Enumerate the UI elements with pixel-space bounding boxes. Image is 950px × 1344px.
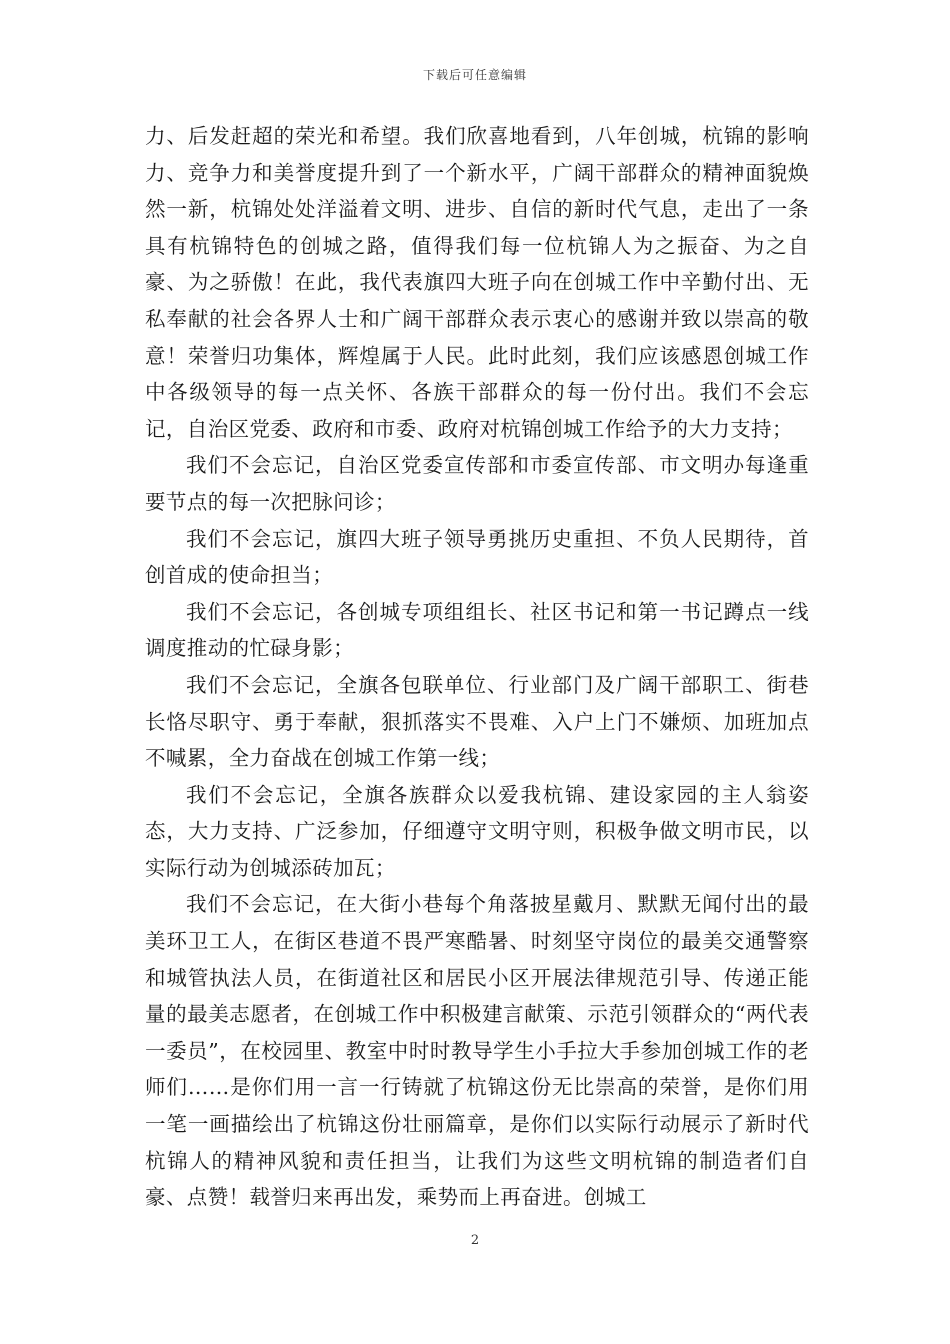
paragraph: 我们不会忘记，在大街小巷每个角落披星戴月、默默无闻付出的最美环卫工人，在街区巷道不畏严寒酷暑、时刻坚守岗位的最美交通警察和城管执法人员，在街道社区和居民小区开展法律规范引导、传递正能量的最美志愿者，在创城工作中积极建言献策、示范引领群众的“两代表一委员”，在校园里、教室中时时教导学生小手拉大手参加创城工作的老师们……是你们用一言一行铸就了杭锦这份无比崇高的荣誉，是你们用一笔一画描绘出了杭锦这份壮丽篇章，是你们以实际行动展示了新时代杭锦人的精神风貌和责任担当，让我们为这些文明杭锦的制造者们自豪、点赞！载誉归来再出发，乘势而上再奋进。创城工 — [145, 892, 809, 1210]
paragraph: 我们不会忘记，全旗各包联单位、行业部门及广阔干部职工、街巷长恪尽职守、勇于奉献，狠抓落实不畏难、入户上门不嫌烦、加班加点不喊累，全力奋战在创城工作第一线； — [145, 672, 809, 771]
paragraph: 我们不会忘记，自治区党委宣传部和市委宣传部、市文明办每逢重要节点的每一次把脉问诊； — [145, 453, 809, 514]
body-text — [145, 118, 809, 1216]
paragraph: 我们不会忘记，各创城专项组组长、社区书记和第一书记蹲点一线调度推动的忙碌身影； — [145, 599, 809, 661]
header-note: 下载后可任意编辑 — [422, 68, 527, 82]
page-number: 2 — [470, 1233, 480, 1248]
paragraph: 力、后发赶超的荣光和希望。我们欣喜地看到，八年创城，杭锦的影响力、竞争力和美誉度提升到了一个新水平，广阔干部群众的精神面貌焕然一新，杭锦处处洋溢着文明、进步、自信的新时代气息，走出了一条具有杭锦特色的创城之路，值得我们每一位杭锦人为之振奋、为之自豪、为之骄傲！在此，我代表旗四大班子向在创城工作中辛勤付出、无私奉献的社会各界人士和广阔干部群众表示衷心的感谢并致以崇高的敬意！荣誉归功集体，辉煌属于人民。此时此刻，我们应该感恩创城工作中各级领导的每一点关怀、各族干部群众的每一份付出。我们不会忘记，自治区党委、政府和市委、政府对杭锦创城工作给予的大力支持； — [145, 124, 809, 441]
paragraph: 我们不会忘记，旗四大班子领导勇挑历史重担、不负人民期待，首创首成的使命担当； — [145, 526, 809, 588]
paragraph: 我们不会忘记，全旗各族群众以爱我杭锦、建设家园的主人翁姿态，大力支持、广泛参加，仔细遵守文明守则，积极争做文明市民，以实际行动为创城添砖加瓦； — [145, 782, 809, 880]
